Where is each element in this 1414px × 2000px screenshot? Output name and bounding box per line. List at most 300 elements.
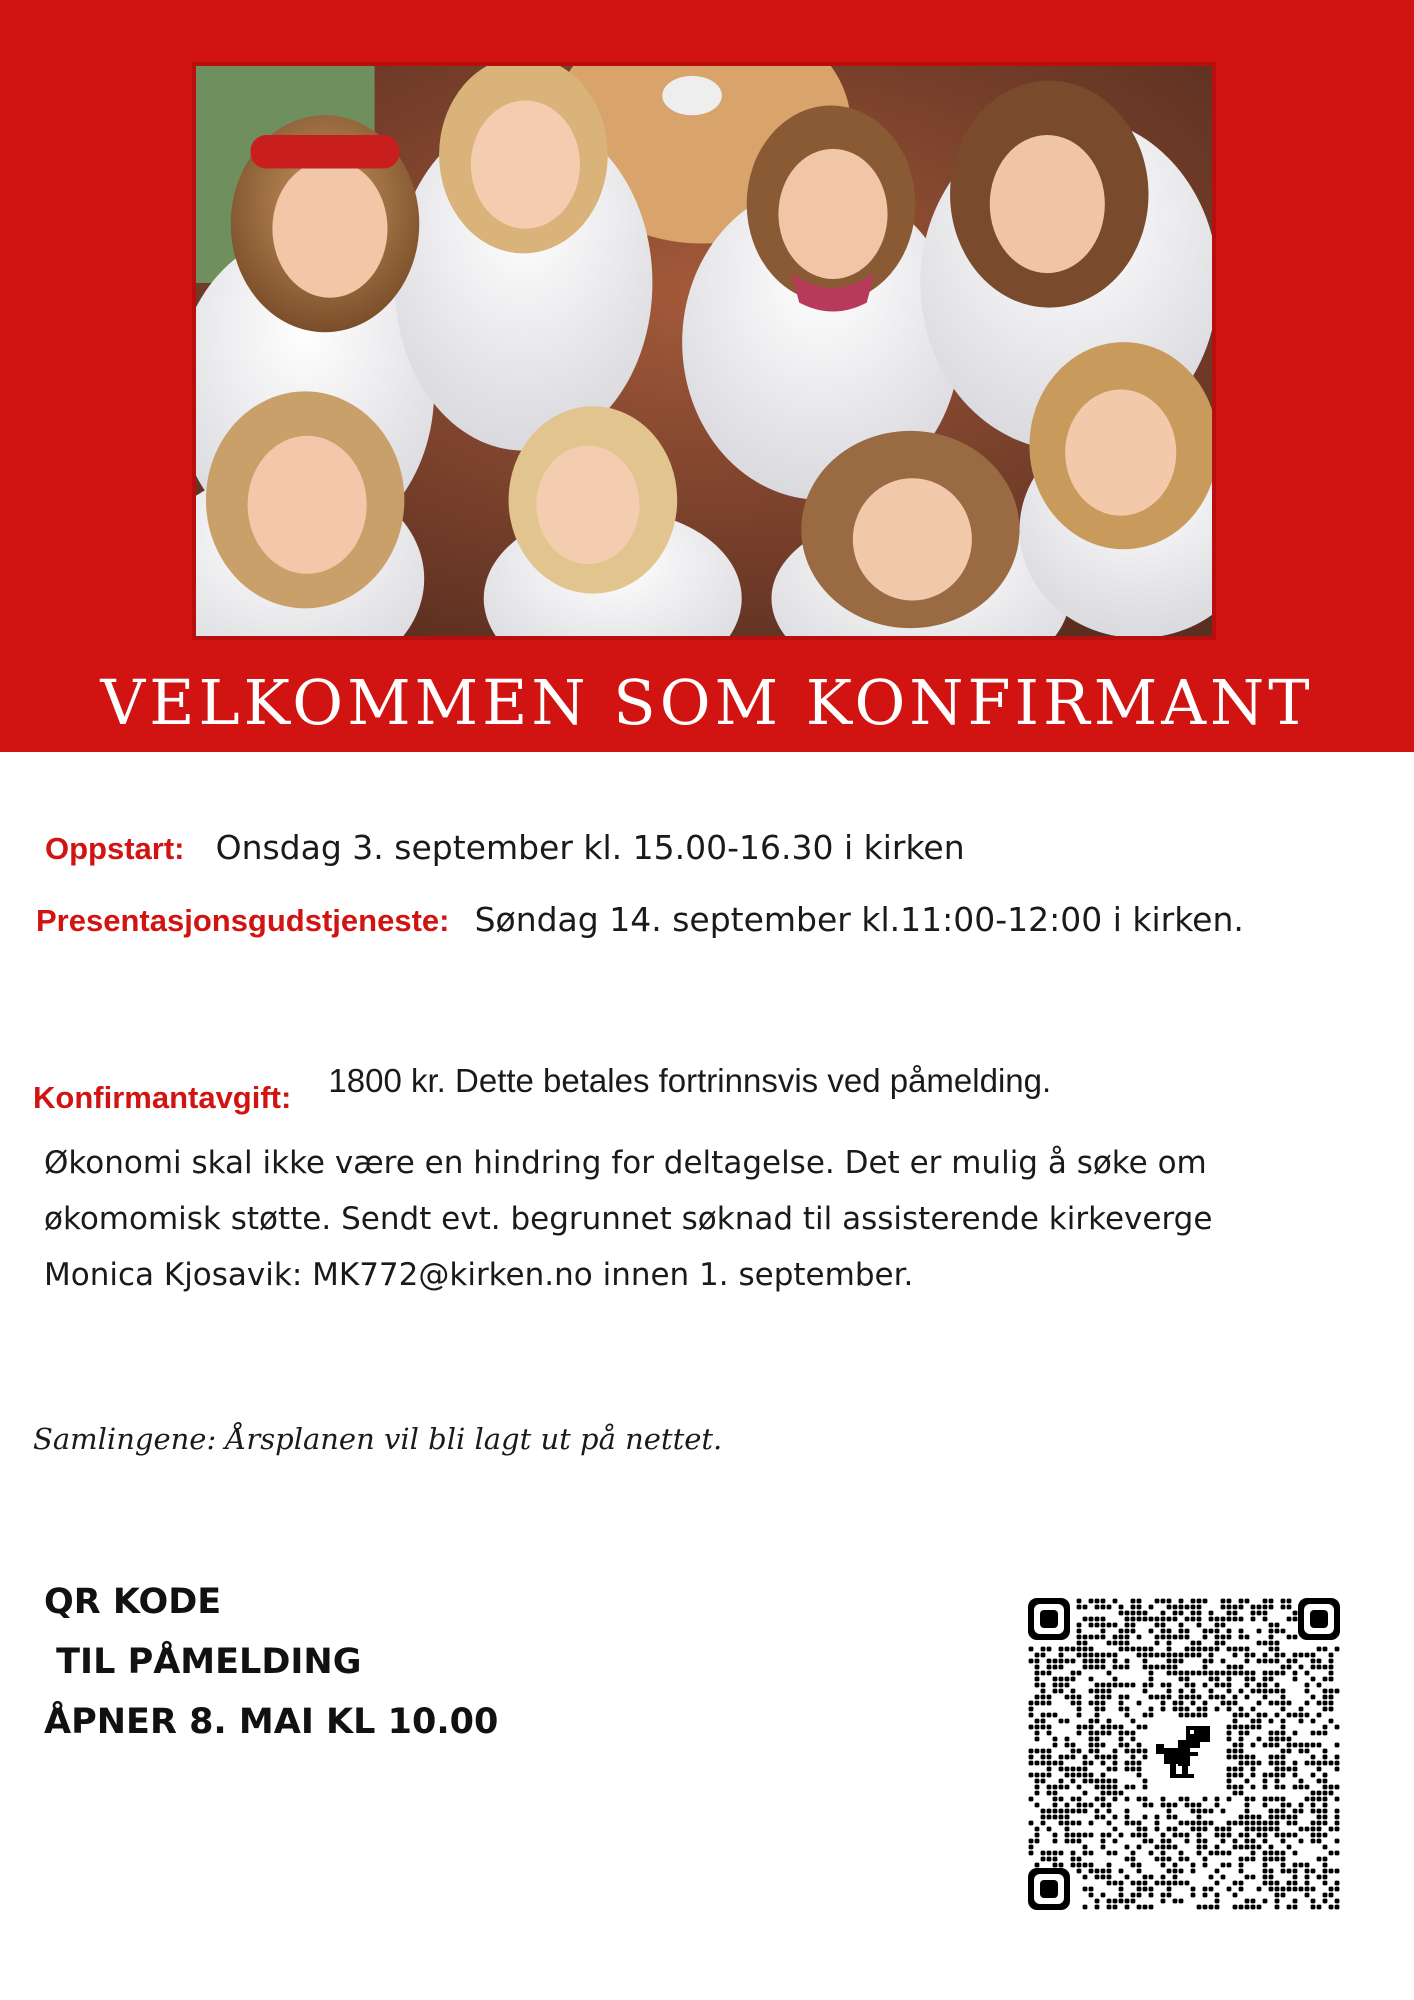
qr-module (1197, 1839, 1202, 1844)
qr-module (1089, 1779, 1094, 1784)
qr-module (1077, 1725, 1082, 1730)
qr-module (1323, 1689, 1328, 1694)
qr-module (1185, 1695, 1190, 1700)
qr-module (1317, 1647, 1322, 1652)
qr-module (1113, 1881, 1118, 1886)
qr-module (1173, 1665, 1178, 1670)
qr-module (1095, 1815, 1100, 1820)
financial-support-paragraph (44, 1135, 1394, 1303)
qr-module (1317, 1815, 1322, 1820)
qr-module (1125, 1665, 1130, 1670)
qr-module (1281, 1809, 1286, 1814)
qr-module (1299, 1839, 1304, 1844)
qr-module (1281, 1839, 1286, 1844)
qr-module (1305, 1653, 1310, 1658)
qr-module (1167, 1893, 1172, 1898)
qr-module (1227, 1797, 1232, 1802)
qr-module (1059, 1755, 1064, 1760)
qr-module (1167, 1881, 1172, 1886)
qr-module (1167, 1803, 1172, 1808)
qr-module (1161, 1665, 1166, 1670)
qr-module (1161, 1857, 1166, 1862)
qr-module (1215, 1677, 1220, 1682)
qr-module (1083, 1791, 1088, 1796)
qr-module (1155, 1881, 1160, 1886)
qr-module (1089, 1719, 1094, 1724)
qr-module (1035, 1785, 1040, 1790)
qr-module (1275, 1653, 1280, 1658)
qr-module (1197, 1827, 1202, 1832)
qr-module (1149, 1605, 1154, 1610)
qr-module (1209, 1875, 1214, 1880)
qr-module (1311, 1803, 1316, 1808)
qr-module (1329, 1893, 1334, 1898)
qr-module (1323, 1815, 1328, 1820)
qr-module (1059, 1767, 1064, 1772)
qr-module (1113, 1905, 1118, 1910)
qr-module (1149, 1647, 1154, 1652)
qr-module (1197, 1803, 1202, 1808)
qr-module (1311, 1773, 1316, 1778)
qr-module (1239, 1647, 1244, 1652)
qr-module (1335, 1761, 1340, 1766)
qr-module (1269, 1731, 1274, 1736)
qr-module (1239, 1785, 1244, 1790)
qr-module (1125, 1683, 1130, 1688)
qr-module (1149, 1695, 1154, 1700)
qr-module (1311, 1695, 1316, 1700)
qr-module (1083, 1761, 1088, 1766)
qr-module (1125, 1845, 1130, 1850)
qr-module (1293, 1617, 1298, 1622)
qr-module (1113, 1779, 1118, 1784)
qr-module (1035, 1791, 1040, 1796)
qr-module (1083, 1833, 1088, 1838)
qr-module (1233, 1755, 1238, 1760)
qr-module (1215, 1899, 1220, 1904)
qr-module (1239, 1887, 1244, 1892)
qr-module (1131, 1893, 1136, 1898)
qr-module (1065, 1719, 1070, 1724)
qr-module (1119, 1893, 1124, 1898)
qr-module (1089, 1761, 1094, 1766)
qr-module (1149, 1677, 1154, 1682)
qr-module (1143, 1839, 1148, 1844)
qr-module (1209, 1611, 1214, 1616)
qr-module (1119, 1635, 1124, 1640)
qr-module (1149, 1887, 1154, 1892)
qr-module (1101, 1635, 1106, 1640)
qr-module (1263, 1881, 1268, 1886)
qr-module (1029, 1659, 1034, 1664)
qr-module (1305, 1689, 1310, 1694)
qr-module (1113, 1653, 1118, 1658)
qr-module (1221, 1839, 1226, 1844)
qr-module (1131, 1755, 1136, 1760)
qr-module (1239, 1761, 1244, 1766)
qr-module (1149, 1893, 1154, 1898)
qr-module (1125, 1611, 1130, 1616)
qr-module (1263, 1713, 1268, 1718)
qr-module (1239, 1905, 1244, 1910)
qr-module (1167, 1641, 1172, 1646)
qr-module (1323, 1893, 1328, 1898)
qr-module (1311, 1797, 1316, 1802)
qr-module (1089, 1893, 1094, 1898)
qr-module (1089, 1701, 1094, 1706)
qr-module (1077, 1821, 1082, 1826)
qr-module (1053, 1677, 1058, 1682)
qr-module (1293, 1821, 1298, 1826)
qr-module (1149, 1671, 1154, 1676)
qr-module (1137, 1635, 1142, 1640)
qr-code-icon[interactable] (1028, 1598, 1340, 1910)
qr-module (1125, 1785, 1130, 1790)
qr-module (1083, 1875, 1088, 1880)
qr-module (1059, 1659, 1064, 1664)
qr-module (1221, 1641, 1226, 1646)
qr-module (1041, 1779, 1046, 1784)
qr-module (1053, 1713, 1058, 1718)
qr-module (1047, 1761, 1052, 1766)
qr-module (1191, 1821, 1196, 1826)
qr-module (1203, 1797, 1208, 1802)
qr-module (1137, 1611, 1142, 1616)
qr-module (1071, 1779, 1076, 1784)
qr-module (1125, 1899, 1130, 1904)
qr-module (1179, 1659, 1184, 1664)
qr-module (1161, 1875, 1166, 1880)
qr-module (1209, 1809, 1214, 1814)
qr-module (1095, 1797, 1100, 1802)
qr-module (1275, 1827, 1280, 1832)
qr-module (1323, 1785, 1328, 1790)
qr-module (1101, 1731, 1106, 1736)
qr-module (1293, 1785, 1298, 1790)
qr-module (1167, 1605, 1172, 1610)
qr-module (1245, 1905, 1250, 1910)
qr-module (1251, 1785, 1256, 1790)
qr-module (1161, 1833, 1166, 1838)
qr-module (1269, 1815, 1274, 1820)
qr-module (1095, 1689, 1100, 1694)
qr-module (1167, 1659, 1172, 1664)
qr-module (1143, 1887, 1148, 1892)
qr-module (1197, 1599, 1202, 1604)
qr-module (1125, 1749, 1130, 1754)
qr-module (1281, 1815, 1286, 1820)
qr-module (1263, 1773, 1268, 1778)
qr-module (1131, 1611, 1136, 1616)
qr-module (1137, 1701, 1142, 1706)
qr-module (1233, 1617, 1238, 1622)
qr-module (1095, 1905, 1100, 1910)
qr-module (1035, 1677, 1040, 1682)
qr-module (1179, 1689, 1184, 1694)
qr-module (1035, 1773, 1040, 1778)
qr-finder-bottom-left (1028, 1868, 1070, 1910)
qr-module (1113, 1641, 1118, 1646)
qr-module (1179, 1821, 1184, 1826)
qr-module (1239, 1833, 1244, 1838)
qr-module (1245, 1677, 1250, 1682)
qr-module (1335, 1725, 1340, 1730)
qr-module (1101, 1791, 1106, 1796)
qr-finder-top-right (1298, 1598, 1340, 1640)
qr-module (1305, 1761, 1310, 1766)
qr-module (1149, 1803, 1154, 1808)
qr-module (1329, 1851, 1334, 1856)
qr-module (1269, 1647, 1274, 1652)
qr-module (1161, 1701, 1166, 1706)
qr-module (1227, 1767, 1232, 1772)
qr-module (1305, 1701, 1310, 1706)
qr-module (1101, 1617, 1106, 1622)
qr-module (1101, 1803, 1106, 1808)
qr-module (1107, 1767, 1112, 1772)
qr-module (1335, 1809, 1340, 1814)
qr-module (1323, 1797, 1328, 1802)
qr-module (1191, 1653, 1196, 1658)
qr-module (1191, 1893, 1196, 1898)
qr-module (1197, 1821, 1202, 1826)
qr-module (1197, 1851, 1202, 1856)
qr-module (1113, 1659, 1118, 1664)
qr-module (1281, 1851, 1286, 1856)
qr-module (1071, 1851, 1076, 1856)
qr-module (1179, 1695, 1184, 1700)
qr-module (1239, 1725, 1244, 1730)
qr-module (1257, 1641, 1262, 1646)
qr-module (1047, 1665, 1052, 1670)
qr-module (1215, 1671, 1220, 1676)
qr-module (1299, 1785, 1304, 1790)
qr-module (1197, 1671, 1202, 1676)
qr-module (1059, 1653, 1064, 1658)
qr-module (1263, 1839, 1268, 1844)
qr-module (1101, 1761, 1106, 1766)
qr-module (1083, 1905, 1088, 1910)
qr-module (1107, 1881, 1112, 1886)
qr-module (1095, 1755, 1100, 1760)
qr-module (1275, 1761, 1280, 1766)
qr-module (1299, 1713, 1304, 1718)
qr-module (1071, 1743, 1076, 1748)
qr-module (1065, 1743, 1070, 1748)
qr-module (1275, 1815, 1280, 1820)
qr-module (1077, 1803, 1082, 1808)
qr-module (1053, 1857, 1058, 1862)
qr-module (1059, 1683, 1064, 1688)
registration-line: QR KODE (44, 1582, 222, 1622)
qr-module (1317, 1857, 1322, 1862)
qr-module (1323, 1701, 1328, 1706)
qr-module (1059, 1821, 1064, 1826)
qr-module (1083, 1773, 1088, 1778)
qr-module (1197, 1623, 1202, 1628)
qr-module (1137, 1863, 1142, 1868)
qr-module (1233, 1821, 1238, 1826)
qr-module (1281, 1719, 1286, 1724)
qr-module (1251, 1761, 1256, 1766)
qr-module (1119, 1899, 1124, 1904)
qr-module (1095, 1683, 1100, 1688)
qr-module (1119, 1695, 1124, 1700)
qr-module (1041, 1713, 1046, 1718)
qr-module (1119, 1683, 1124, 1688)
qr-module (1281, 1701, 1286, 1706)
qr-module (1035, 1833, 1040, 1838)
qr-module (1263, 1617, 1268, 1622)
qr-module (1323, 1677, 1328, 1682)
qr-module (1089, 1869, 1094, 1874)
qr-module (1233, 1725, 1238, 1730)
qr-module (1281, 1671, 1286, 1676)
qr-module (1215, 1707, 1220, 1712)
qr-module (1125, 1707, 1130, 1712)
fee-label: Konfirmantavgift: (33, 1080, 292, 1115)
qr-module (1191, 1713, 1196, 1718)
qr-module (1215, 1641, 1220, 1646)
qr-module (1167, 1809, 1172, 1814)
qr-module (1161, 1707, 1166, 1712)
qr-module (1185, 1629, 1190, 1634)
qr-module (1221, 1875, 1226, 1880)
qr-module (1077, 1641, 1082, 1646)
qr-module (1155, 1827, 1160, 1832)
qr-module (1107, 1875, 1112, 1880)
qr-module (1203, 1707, 1208, 1712)
qr-module (1119, 1605, 1124, 1610)
qr-module (1071, 1833, 1076, 1838)
qr-module (1323, 1845, 1328, 1850)
qr-module (1197, 1845, 1202, 1850)
qr-module (1071, 1755, 1076, 1760)
qr-module (1269, 1599, 1274, 1604)
qr-module (1089, 1623, 1094, 1628)
qr-module (1029, 1797, 1034, 1802)
qr-module (1293, 1899, 1298, 1904)
qr-module (1257, 1815, 1262, 1820)
qr-module (1293, 1887, 1298, 1892)
qr-module (1227, 1701, 1232, 1706)
qr-module (1263, 1641, 1268, 1646)
qr-module (1287, 1665, 1292, 1670)
qr-module (1131, 1899, 1136, 1904)
qr-module (1137, 1887, 1142, 1892)
qr-module (1269, 1809, 1274, 1814)
qr-module (1065, 1683, 1070, 1688)
qr-module (1245, 1725, 1250, 1730)
qr-module (1275, 1899, 1280, 1904)
qr-module (1179, 1713, 1184, 1718)
qr-module (1329, 1791, 1334, 1796)
qr-module (1089, 1863, 1094, 1868)
qr-module (1335, 1851, 1340, 1856)
qr-module (1233, 1665, 1238, 1670)
qr-module (1107, 1725, 1112, 1730)
qr-module (1047, 1785, 1052, 1790)
qr-module (1131, 1605, 1136, 1610)
qr-module (1167, 1815, 1172, 1820)
qr-module (1323, 1731, 1328, 1736)
qr-module (1239, 1599, 1244, 1604)
qr-module (1251, 1815, 1256, 1820)
qr-module (1245, 1599, 1250, 1604)
qr-module (1251, 1653, 1256, 1658)
qr-module (1071, 1659, 1076, 1664)
qr-module (1221, 1863, 1226, 1868)
qr-module (1167, 1839, 1172, 1844)
qr-module (1077, 1701, 1082, 1706)
qr-module (1215, 1851, 1220, 1856)
oppstart-label: Oppstart: (45, 831, 185, 866)
qr-module (1281, 1773, 1286, 1778)
qr-module (1089, 1659, 1094, 1664)
qr-module (1287, 1599, 1292, 1604)
qr-module (1071, 1797, 1076, 1802)
qr-module (1239, 1671, 1244, 1676)
qr-module (1167, 1827, 1172, 1832)
qr-module (1119, 1665, 1124, 1670)
qr-module (1239, 1635, 1244, 1640)
qr-module (1239, 1743, 1244, 1748)
qr-module (1041, 1689, 1046, 1694)
qr-module (1035, 1671, 1040, 1676)
qr-module (1293, 1659, 1298, 1664)
qr-module (1233, 1611, 1238, 1616)
qr-module (1041, 1653, 1046, 1658)
qr-module (1101, 1743, 1106, 1748)
qr-module (1083, 1779, 1088, 1784)
qr-module (1269, 1761, 1274, 1766)
qr-module (1059, 1719, 1064, 1724)
qr-module (1269, 1773, 1274, 1778)
qr-module (1119, 1731, 1124, 1736)
qr-module (1311, 1743, 1316, 1748)
qr-module (1047, 1725, 1052, 1730)
qr-module (1263, 1689, 1268, 1694)
qr-module (1311, 1731, 1316, 1736)
qr-module (1209, 1905, 1214, 1910)
qr-module (1125, 1797, 1130, 1802)
qr-module (1185, 1677, 1190, 1682)
qr-module (1299, 1653, 1304, 1658)
qr-module (1113, 1761, 1118, 1766)
qr-module (1275, 1809, 1280, 1814)
qr-module (1323, 1755, 1328, 1760)
qr-module (1161, 1881, 1166, 1886)
qr-module (1083, 1635, 1088, 1640)
qr-module (1227, 1731, 1232, 1736)
qr-module (1101, 1683, 1106, 1688)
qr-module (1203, 1647, 1208, 1652)
qr-module (1137, 1797, 1142, 1802)
qr-module (1197, 1647, 1202, 1652)
qr-module (1263, 1605, 1268, 1610)
qr-module (1161, 1629, 1166, 1634)
qr-module (1047, 1827, 1052, 1832)
qr-module (1239, 1629, 1244, 1634)
qr-module (1059, 1779, 1064, 1784)
qr-module (1311, 1833, 1316, 1838)
qr-module (1143, 1815, 1148, 1820)
qr-module (1281, 1731, 1286, 1736)
qr-module (1167, 1695, 1172, 1700)
qr-module (1173, 1845, 1178, 1850)
qr-module (1125, 1743, 1130, 1748)
qr-module (1203, 1665, 1208, 1670)
